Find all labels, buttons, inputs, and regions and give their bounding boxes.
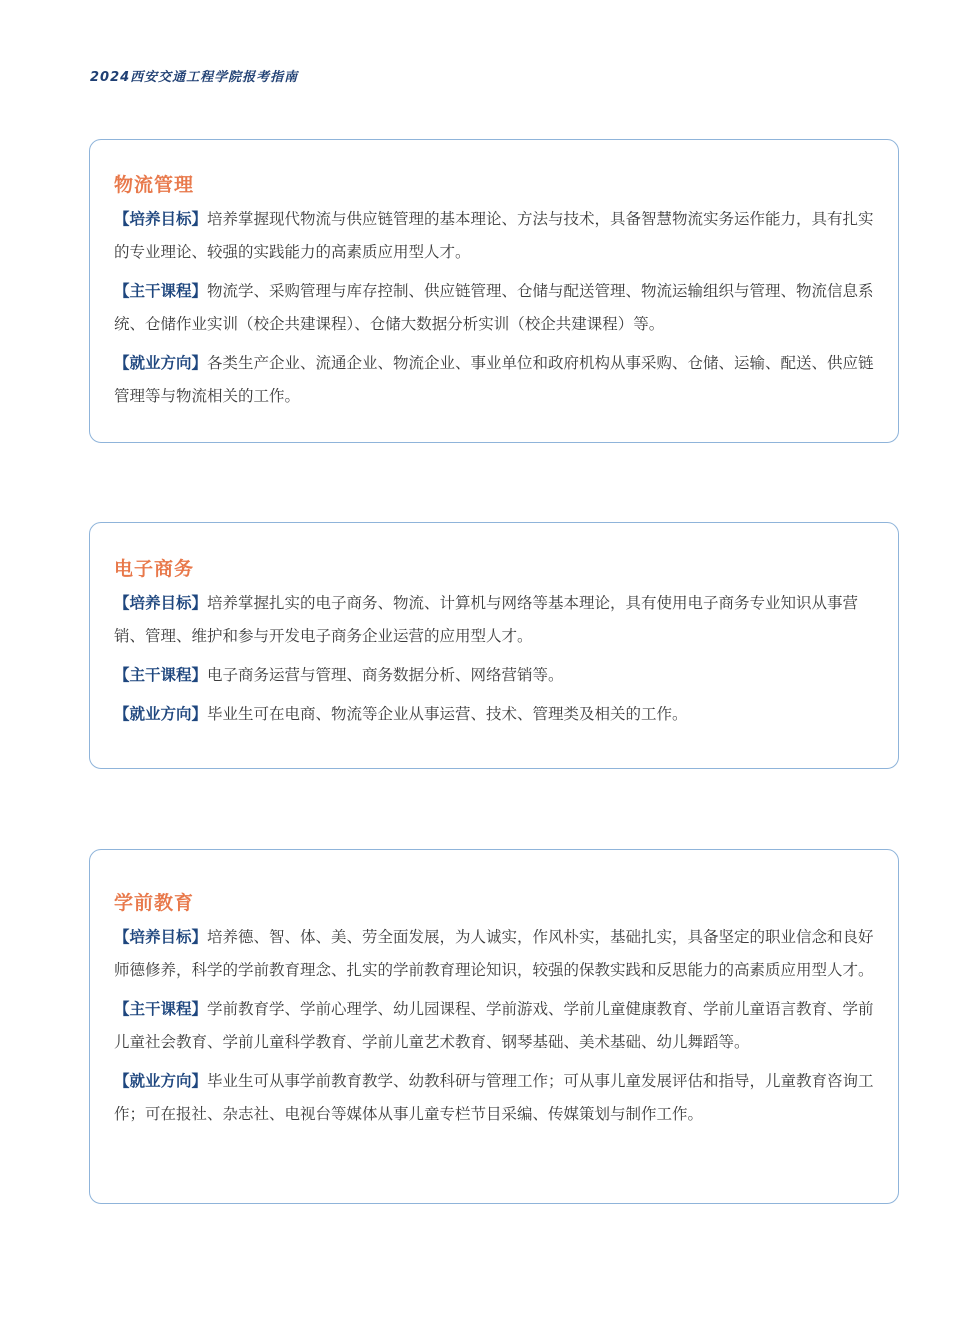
section-text: 学前教育学、学前心理学、幼儿园课程、学前游戏、学前儿童健康教育、学前儿童语言教育、学前儿童社会教育、学前儿童科学教育、学前儿童艺术教育、钢琴基础、美术基础、幼儿舞蹈等。 xyxy=(114,1000,874,1051)
section-text: 各类生产企业、流通企业、物流企业、事业单位和政府机构从事采购、仓储、运输、配送、供应链管理等与物流相关的工作。 xyxy=(114,354,874,405)
program-section-goal xyxy=(114,203,874,269)
section-text: 培养掌握现代物流与供应链管理的基本理论、方法与技术，具备智慧物流实务运作能力，具有扎实的专业理论、较强的实践能力的高素质应用型人才。 xyxy=(114,210,874,261)
section-text: 电子商务运营与管理、商务数据分析、网络营销等。 xyxy=(207,666,564,684)
program-card-ecommerce xyxy=(89,522,899,769)
program-section-courses xyxy=(114,275,874,341)
section-text: 培养德、智、体、美、劳全面发展，为人诚实，作风朴实，基础扎实，具备坚定的职业信念和良好师德修养，科学的学前教育理念、扎实的学前教育理论知识，较强的保教实践和反思能力的高素质应用型人才。 xyxy=(114,928,874,979)
section-tag: 【培养目标】 xyxy=(114,210,208,228)
program-section-goal xyxy=(114,921,874,987)
section-tag: 【就业方向】 xyxy=(114,354,208,372)
section-tag: 【培养目标】 xyxy=(114,594,208,612)
program-section-courses xyxy=(114,659,874,692)
program-title: 电子商务 xyxy=(114,558,195,580)
program-section-career xyxy=(114,1065,874,1131)
program-title: 学前教育 xyxy=(114,892,195,914)
section-tag: 【就业方向】 xyxy=(114,705,208,723)
program-card-logistics xyxy=(89,139,899,443)
section-tag: 【培养目标】 xyxy=(114,928,208,946)
section-tag: 【主干课程】 xyxy=(114,1000,208,1018)
section-tag: 【主干课程】 xyxy=(114,666,208,684)
program-card-preschool-education xyxy=(89,849,899,1204)
program-section-courses xyxy=(114,993,874,1059)
section-text: 毕业生可从事学前教育教学、幼教科研与管理工作；可从事儿童发展评估和指导，儿童教育咨询工作；可在报社、杂志社、电视台等媒体从事儿童专栏节目采编、传媒策划与制作工作。 xyxy=(114,1072,874,1123)
program-section-career xyxy=(114,347,874,413)
document-header: 2024西安交通工程学院报考指南 xyxy=(90,70,299,85)
section-text: 培养掌握扎实的电子商务、物流、计算机与网络等基本理论，具有使用电子商务专业知识从事营销、管理、维护和参与开发电子商务企业运营的应用型人才。 xyxy=(114,594,859,645)
program-section-goal xyxy=(114,587,874,653)
section-tag: 【主干课程】 xyxy=(114,282,208,300)
section-text: 物流学、采购管理与库存控制、供应链管理、仓储与配送管理、物流运输组织与管理、物流信息系统、仓储作业实训（校企共建课程）、仓储大数据分析实训（校企共建课程）等。 xyxy=(114,282,874,333)
program-section-career xyxy=(114,698,874,731)
program-title: 物流管理 xyxy=(114,174,195,196)
section-tag: 【就业方向】 xyxy=(114,1072,208,1090)
section-text: 毕业生可在电商、物流等企业从事运营、技术、管理类及相关的工作。 xyxy=(207,705,688,723)
